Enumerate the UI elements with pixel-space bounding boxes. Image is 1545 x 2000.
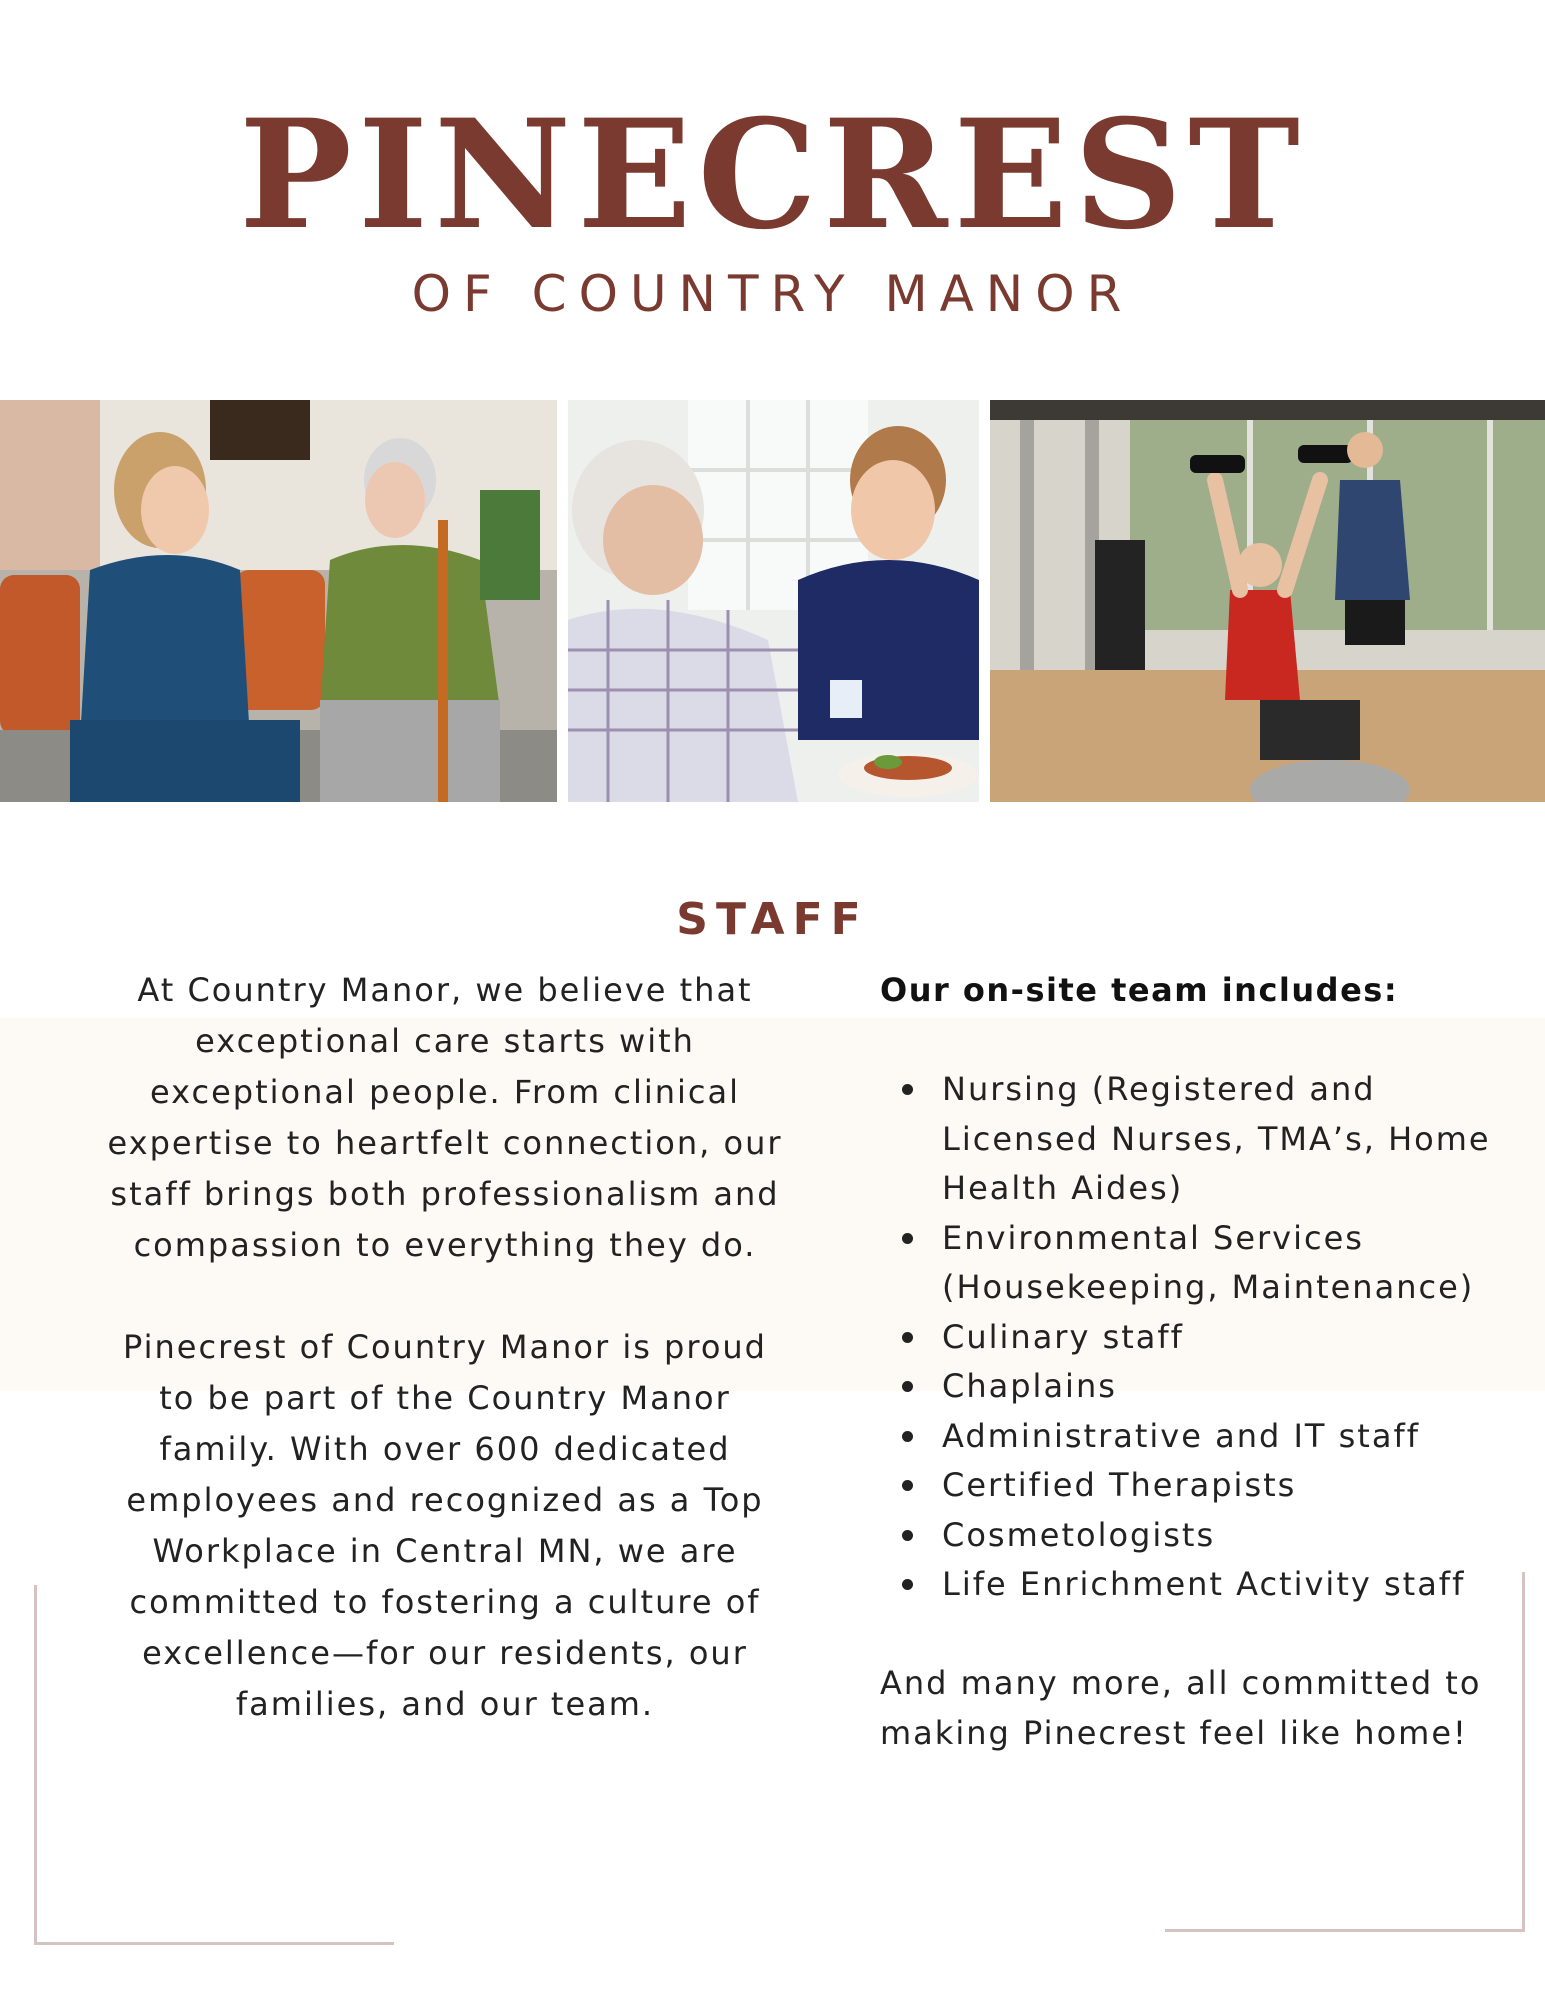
team-heading: Our on-site team includes: xyxy=(880,971,1399,1009)
list-item xyxy=(880,1065,1520,1214)
list-item xyxy=(880,1560,1520,1610)
bullet-icon xyxy=(902,1332,913,1343)
intro-paragraph: Pinecrest of Country Manor is proud to be part of the Country Manor family. With over 600 dedicated employees and recognized as a Top Workplace in Central MN, we are committed to fostering a culture of excellence—for our residents, our families, and our team. xyxy=(123,1328,767,1723)
team-closing: And many more, all committed to making Pinecrest feel like home! xyxy=(880,1663,1482,1752)
list-item-label: Certified Therapists xyxy=(942,1466,1297,1504)
list-item-label: Chaplains xyxy=(942,1367,1117,1405)
list-item xyxy=(880,1461,1520,1511)
list-item-label: Life Enrichment Activity staff xyxy=(942,1565,1466,1603)
bullet-icon xyxy=(902,1579,913,1590)
brand-title: PINECREST xyxy=(239,87,1306,263)
list-item xyxy=(880,1511,1520,1561)
list-item xyxy=(880,1362,1520,1412)
intro-column xyxy=(100,965,790,1730)
frame-right-line xyxy=(1522,1572,1525,1932)
frame-bottom-right-line xyxy=(1165,1929,1525,1932)
caregiver-serving-meal-photo xyxy=(568,400,979,802)
list-item xyxy=(880,1214,1520,1313)
list-item-label: Administrative and IT staff xyxy=(942,1416,1420,1455)
section-heading: STAFF xyxy=(676,894,869,945)
team-list xyxy=(880,1065,1520,1610)
trainer-exercise-photo xyxy=(990,400,1545,802)
list-item-label: Nursing (Registered and Licensed Nurses, TMA’s, Home Health Aides) xyxy=(942,1070,1491,1207)
bullet-icon xyxy=(902,1084,913,1095)
nurse-with-resident-photo xyxy=(0,400,557,802)
bullet-icon xyxy=(902,1381,913,1392)
bullet-icon xyxy=(902,1530,913,1541)
intro-paragraph: At Country Manor, we believe that exceptional care starts with exceptional people. From clinical expertise to heartfelt connection, our staff brings both professionalism and compassion to everything they do. xyxy=(107,971,783,1264)
bullet-icon xyxy=(902,1480,913,1491)
list-item-label: Environmental Services (Housekeeping, Maintenance) xyxy=(942,1218,1475,1306)
frame-left-line xyxy=(34,1585,37,1945)
list-item xyxy=(880,1313,1520,1363)
bullet-icon xyxy=(902,1431,913,1442)
brand-subtitle: OF COUNTRY MANOR xyxy=(411,265,1134,323)
list-item xyxy=(880,1412,1520,1462)
list-item-label: Culinary staff xyxy=(942,1317,1184,1356)
frame-bottom-left-line xyxy=(34,1942,394,1945)
team-column xyxy=(880,965,1520,1758)
list-item-label: Cosmetologists xyxy=(942,1515,1216,1554)
bullet-icon xyxy=(902,1233,913,1244)
